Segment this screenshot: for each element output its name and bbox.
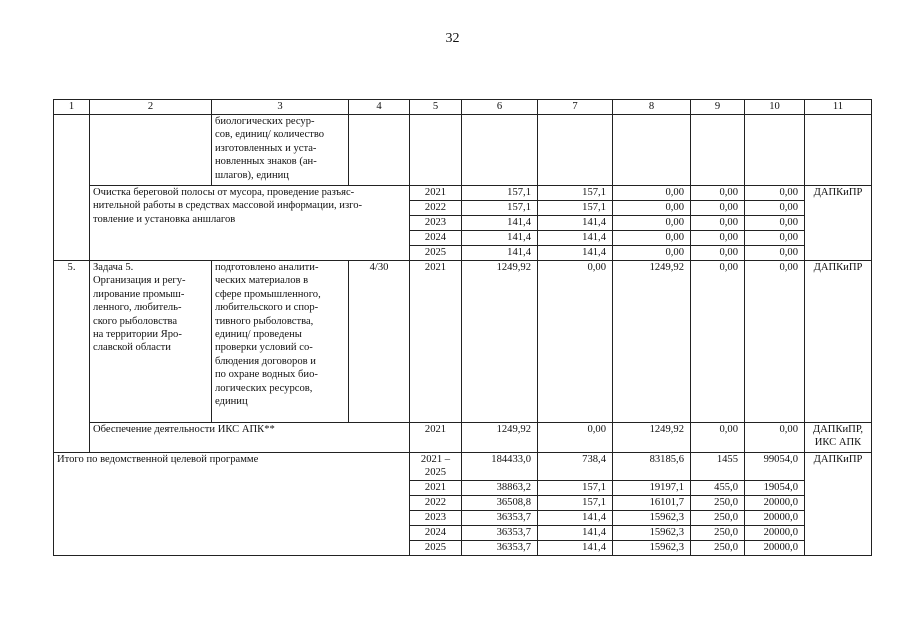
header-cell: 11 xyxy=(805,100,872,115)
year-cell: 2021 – 2025 xyxy=(410,453,462,481)
value-cell: 250,0 xyxy=(691,511,745,526)
iks-description: Обеспечение деятельности ИКС АПК** xyxy=(90,423,410,453)
value-cell: 250,0 xyxy=(691,541,745,556)
empty-cell xyxy=(410,115,462,186)
executor-cell: ДАПКиПР, ИКС АПК xyxy=(805,423,872,453)
value-cell: 250,0 xyxy=(691,496,745,511)
year-cell: 2023 xyxy=(410,511,462,526)
value-cell: 1455 xyxy=(691,453,745,481)
value-cell: 0,00 xyxy=(691,261,745,423)
value-cell: 1249,92 xyxy=(613,261,691,423)
value-cell: 141,4 xyxy=(538,526,613,541)
value-cell: 0,00 xyxy=(745,246,805,261)
iks-row xyxy=(54,423,872,453)
value-cell: 83185,6 xyxy=(613,453,691,481)
empty-cell xyxy=(745,115,805,186)
value-cell: 141,4 xyxy=(538,231,613,246)
header-cell: 7 xyxy=(538,100,613,115)
header-row xyxy=(54,100,872,115)
value-cell: 141,4 xyxy=(462,216,538,231)
value-cell: 157,1 xyxy=(462,186,538,201)
value-cell: 141,4 xyxy=(462,246,538,261)
value-cell: 0,00 xyxy=(745,231,805,246)
value-cell: 20000,0 xyxy=(745,526,805,541)
header-cell: 9 xyxy=(691,100,745,115)
value-cell: 0,00 xyxy=(691,201,745,216)
task5-indicator: подготовлено аналити- ческих материалов в сфере промышленного, любительского и спор- тивного рыболовства, единиц/ проведены проверки условий со- блюдения договоров и по охране водных био- логических ресурсов, единиц xyxy=(212,261,349,423)
value-cell: 0,00 xyxy=(538,423,613,453)
value-cell: 99054,0 xyxy=(745,453,805,481)
value-cell: 0,00 xyxy=(613,216,691,231)
value-cell: 0,00 xyxy=(691,186,745,201)
continuation-row xyxy=(54,115,872,186)
executor-cell: ДАПКиПР xyxy=(805,186,872,261)
empty-cell xyxy=(805,115,872,186)
value-cell: 0,00 xyxy=(745,261,805,423)
value-cell: 20000,0 xyxy=(745,511,805,526)
value-cell: 15962,3 xyxy=(613,511,691,526)
value-cell: 157,1 xyxy=(538,186,613,201)
value-cell: 184433,0 xyxy=(462,453,538,481)
value-cell: 38863,2 xyxy=(462,481,538,496)
header-cell: 1 xyxy=(54,100,90,115)
empty-cell xyxy=(613,115,691,186)
cont-col1 xyxy=(54,115,90,261)
task5-number: 5. xyxy=(54,261,90,453)
header-cell: 2 xyxy=(90,100,212,115)
value-cell: 455,0 xyxy=(691,481,745,496)
value-cell: 15962,3 xyxy=(613,541,691,556)
value-cell: 141,4 xyxy=(538,511,613,526)
value-cell: 0,00 xyxy=(745,216,805,231)
value-cell: 19054,0 xyxy=(745,481,805,496)
value-cell: 141,4 xyxy=(538,246,613,261)
task5-target: 4/30 xyxy=(349,261,410,423)
value-cell: 0,00 xyxy=(745,201,805,216)
value-cell: 141,4 xyxy=(462,231,538,246)
empty-cell xyxy=(538,115,613,186)
value-cell: 141,4 xyxy=(538,216,613,231)
value-cell: 141,4 xyxy=(538,541,613,556)
year-cell: 2025 xyxy=(410,541,462,556)
cont-indicator: биологических ресур- сов, единиц/ количество изготовленных и уста- новленных знаков (ан- шлагов), единиц xyxy=(212,115,349,186)
budget-table xyxy=(53,99,871,556)
year-cell: 2021 xyxy=(410,261,462,423)
task5-name: Задача 5. Организация и регу- лирование промыш- ленного, любитель- ского рыболовства на территории Яро- славской области xyxy=(90,261,212,423)
value-cell: 0,00 xyxy=(613,246,691,261)
year-cell: 2024 xyxy=(410,231,462,246)
executor-cell: ДАПКиПР xyxy=(805,453,872,556)
value-cell: 20000,0 xyxy=(745,541,805,556)
value-cell: 36508,8 xyxy=(462,496,538,511)
value-cell: 250,0 xyxy=(691,526,745,541)
value-cell: 157,1 xyxy=(538,201,613,216)
header-cell: 10 xyxy=(745,100,805,115)
header-cell: 4 xyxy=(349,100,410,115)
cleanup-row xyxy=(54,186,872,201)
value-cell: 1249,92 xyxy=(613,423,691,453)
value-cell: 0,00 xyxy=(613,186,691,201)
value-cell: 36353,7 xyxy=(462,526,538,541)
value-cell: 15962,3 xyxy=(613,526,691,541)
year-cell: 2022 xyxy=(410,201,462,216)
value-cell: 0,00 xyxy=(745,186,805,201)
year-cell: 2023 xyxy=(410,216,462,231)
page-number: 32 xyxy=(445,31,460,46)
header-cell: 8 xyxy=(613,100,691,115)
cont-col2 xyxy=(90,115,212,186)
year-cell: 2025 xyxy=(410,246,462,261)
value-cell: 157,1 xyxy=(538,481,613,496)
year-cell: 2021 xyxy=(410,481,462,496)
value-cell: 1249,92 xyxy=(462,423,538,453)
value-cell: 738,4 xyxy=(538,453,613,481)
cleanup-description: Очистка береговой полосы от мусора, проведение разъяс- нительной работы в средствах массовой информации, изго- товление и установка аншлагов xyxy=(90,186,410,261)
header-cell: 5 xyxy=(410,100,462,115)
value-cell: 0,00 xyxy=(691,231,745,246)
executor-cell: ДАПКиПР xyxy=(805,261,872,423)
value-cell: 1249,92 xyxy=(462,261,538,423)
value-cell: 157,1 xyxy=(462,201,538,216)
year-cell: 2021 xyxy=(410,423,462,453)
header-cell: 3 xyxy=(212,100,349,115)
value-cell: 0,00 xyxy=(745,423,805,453)
value-cell: 0,00 xyxy=(691,423,745,453)
total-row xyxy=(54,453,872,481)
value-cell: 20000,0 xyxy=(745,496,805,511)
task5-row xyxy=(54,261,872,423)
header-cell: 6 xyxy=(462,100,538,115)
value-cell: 36353,7 xyxy=(462,511,538,526)
value-cell: 157,1 xyxy=(538,496,613,511)
value-cell: 0,00 xyxy=(538,261,613,423)
year-cell: 2022 xyxy=(410,496,462,511)
empty-cell xyxy=(691,115,745,186)
value-cell: 0,00 xyxy=(613,231,691,246)
empty-cell xyxy=(462,115,538,186)
value-cell: 16101,7 xyxy=(613,496,691,511)
cont-col4 xyxy=(349,115,410,186)
value-cell: 36353,7 xyxy=(462,541,538,556)
total-description: Итого по ведомственной целевой программе xyxy=(54,453,410,556)
value-cell: 0,00 xyxy=(613,201,691,216)
value-cell: 0,00 xyxy=(691,246,745,261)
value-cell: 19197,1 xyxy=(613,481,691,496)
value-cell: 0,00 xyxy=(691,216,745,231)
year-cell: 2021 xyxy=(410,186,462,201)
year-cell: 2024 xyxy=(410,526,462,541)
